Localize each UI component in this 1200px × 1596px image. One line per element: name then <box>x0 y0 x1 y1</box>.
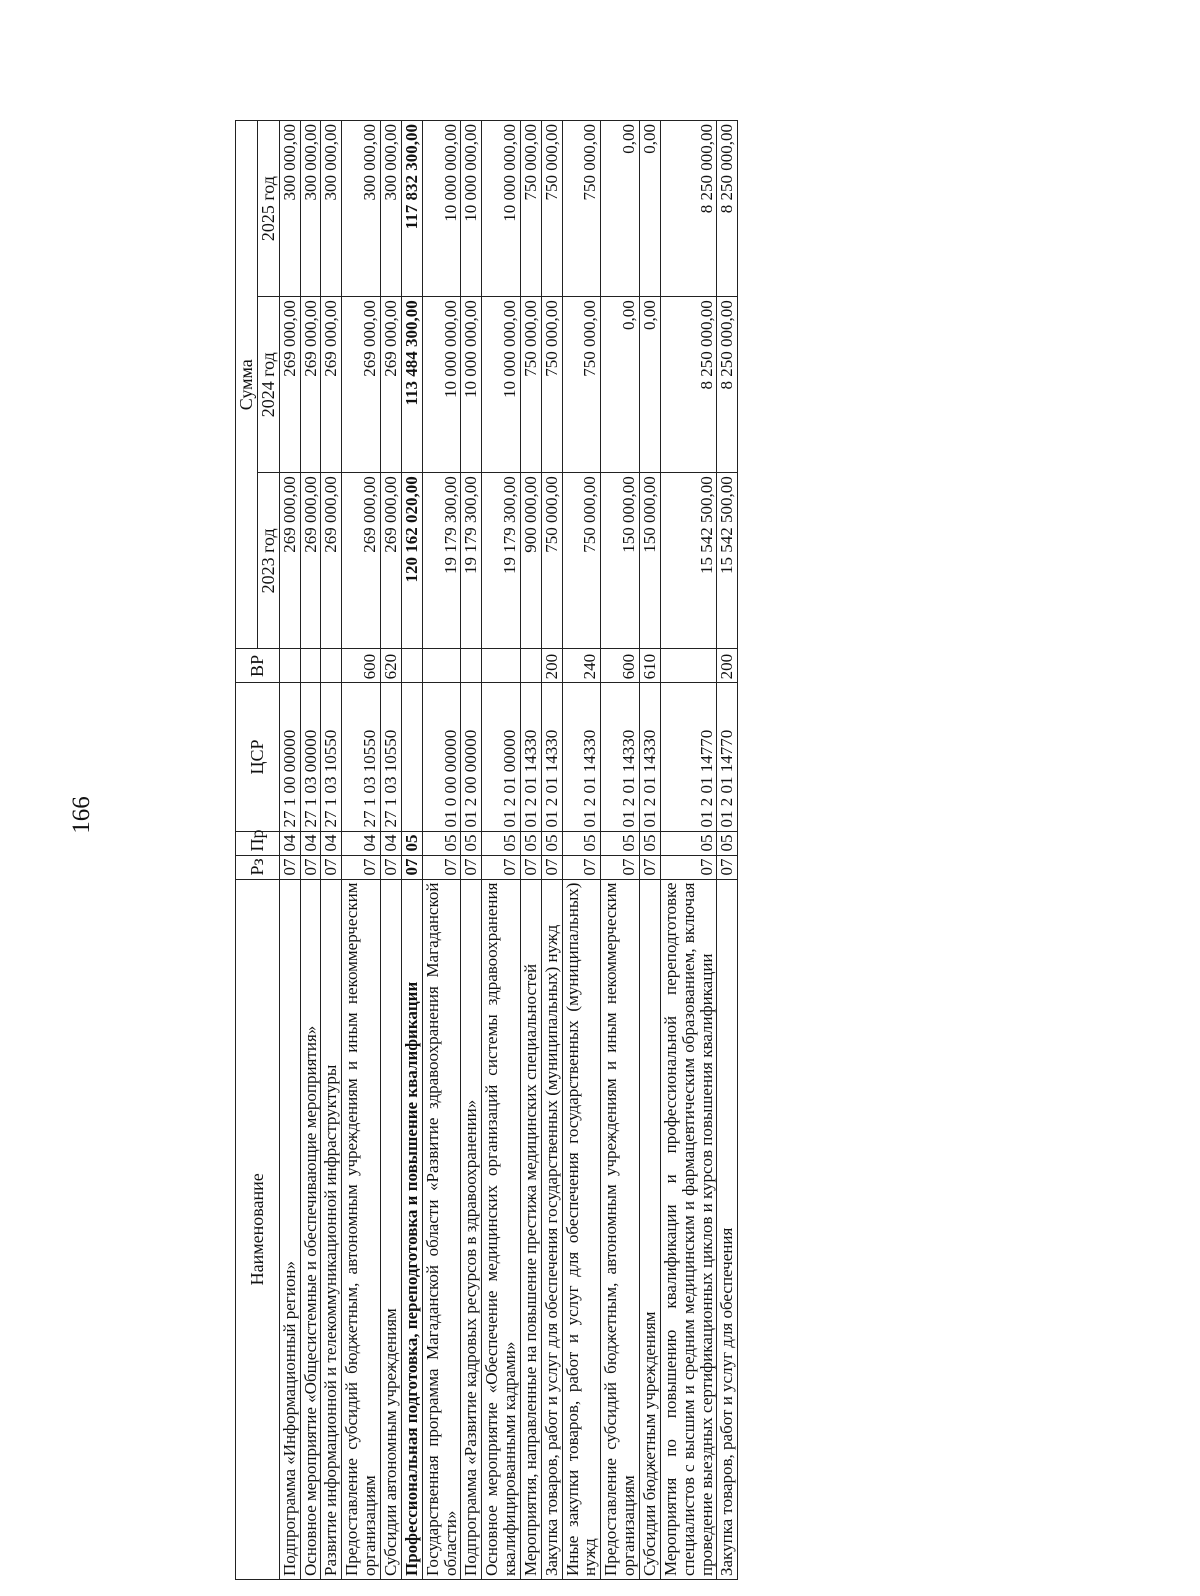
row-rz: 07 <box>279 855 300 879</box>
row-csr: 01 2 01 14770 <box>660 683 717 831</box>
row-pr: 05 <box>639 831 660 855</box>
row-sum-2023: 750 000,00 <box>562 473 601 649</box>
row-rz: 07 <box>639 855 660 879</box>
row-name: Профессиональная подготовка, переподготовка и повышение квалификации <box>401 879 422 1579</box>
row-rz: 07 <box>541 855 562 879</box>
row-vr <box>482 649 521 683</box>
row-vr: 600 <box>601 649 640 683</box>
row-name: Закупка товаров, работ и услуг для обеспечения государственных (муниципальных) нужд <box>541 879 562 1579</box>
row-sum-2024: 10 000 000,00 <box>482 297 521 473</box>
row-sum-2025: 10 000 000,00 <box>461 121 482 297</box>
row-sum-2023: 120 162 020,00 <box>401 473 422 649</box>
row-sum-2024: 269 000,00 <box>279 297 300 473</box>
row-sum-2023: 269 000,00 <box>342 473 381 649</box>
row-csr <box>401 683 422 831</box>
header-csr: ЦСР <box>236 683 280 831</box>
table-row <box>520 121 541 1580</box>
row-sum-2025: 300 000,00 <box>279 121 300 297</box>
row-rz: 07 <box>401 855 422 879</box>
row-csr: 01 2 01 14770 <box>717 683 738 831</box>
row-name: Субсидии автономным учреждениям <box>381 879 402 1579</box>
row-vr <box>520 649 541 683</box>
header-vr: ВР <box>236 649 280 683</box>
row-pr: 05 <box>520 831 541 855</box>
row-rz: 07 <box>381 855 402 879</box>
row-csr: 27 1 00 00000 <box>279 683 300 831</box>
row-sum-2025: 750 000,00 <box>520 121 541 297</box>
row-vr: 600 <box>342 649 381 683</box>
row-name: Закупка товаров, работ и услуг для обеспечения <box>717 879 738 1579</box>
row-pr: 05 <box>422 831 461 855</box>
row-csr: 01 2 01 14330 <box>639 683 660 831</box>
header-rz: Рз <box>236 855 280 879</box>
row-pr: 04 <box>300 831 321 855</box>
row-pr: 04 <box>279 831 300 855</box>
row-sum-2023: 269 000,00 <box>300 473 321 649</box>
row-pr: 04 <box>321 831 342 855</box>
row-name: Мероприятия, направленные на повышение престижа медицинских специальностей <box>520 879 541 1579</box>
row-name: Подпрограмма «Информационный регион» <box>279 879 300 1579</box>
row-rz: 07 <box>300 855 321 879</box>
row-sum-2025: 0,00 <box>601 121 640 297</box>
row-sum-2023: 750 000,00 <box>541 473 562 649</box>
table-row <box>601 121 640 1580</box>
row-sum-2024: 750 000,00 <box>541 297 562 473</box>
row-sum-2025: 750 000,00 <box>541 121 562 297</box>
table-row <box>461 121 482 1580</box>
row-sum-2024: 269 000,00 <box>342 297 381 473</box>
table-row <box>321 121 342 1580</box>
row-name: Мероприятия по повышению квалификации и профессиональной переподготовке специалистов с высшим и средним медицинским и фармацевтическим образованием, включая проведение выездных сертификационных циклов и курсов повышения квалификации <box>660 879 717 1579</box>
row-sum-2023: 15 542 500,00 <box>660 473 717 649</box>
row-rz: 07 <box>660 855 717 879</box>
table-row <box>342 121 381 1580</box>
row-vr <box>279 649 300 683</box>
row-pr: 05 <box>562 831 601 855</box>
row-sum-2024: 269 000,00 <box>321 297 342 473</box>
row-vr <box>300 649 321 683</box>
row-sum-2025: 8 250 000,00 <box>717 121 738 297</box>
row-rz: 07 <box>562 855 601 879</box>
row-pr: 05 <box>482 831 521 855</box>
row-csr: 01 2 01 14330 <box>562 683 601 831</box>
row-sum-2024: 10 000 000,00 <box>461 297 482 473</box>
row-vr: 200 <box>717 649 738 683</box>
row-name: Подпрограмма «Развитие кадровых ресурсов в здравоохранении» <box>461 879 482 1579</box>
row-vr <box>422 649 461 683</box>
row-sum-2025: 117 832 300,00 <box>401 121 422 297</box>
row-sum-2025: 300 000,00 <box>381 121 402 297</box>
row-csr: 01 2 01 00000 <box>482 683 521 831</box>
header-name: Наименование <box>236 879 280 1579</box>
row-vr <box>401 649 422 683</box>
table-row <box>660 121 717 1580</box>
budget-table <box>235 120 738 1580</box>
row-sum-2025: 300 000,00 <box>300 121 321 297</box>
table-row <box>422 121 461 1580</box>
row-sum-2023: 15 542 500,00 <box>717 473 738 649</box>
row-rz: 07 <box>342 855 381 879</box>
row-sum-2024: 750 000,00 <box>562 297 601 473</box>
row-csr: 01 2 01 14330 <box>541 683 562 831</box>
row-vr: 620 <box>381 649 402 683</box>
row-sum-2024: 10 000 000,00 <box>422 297 461 473</box>
header-year-2024: 2024 год <box>257 297 279 473</box>
row-sum-2023: 19 179 300,00 <box>461 473 482 649</box>
row-vr <box>660 649 717 683</box>
row-csr: 27 1 03 10550 <box>321 683 342 831</box>
row-vr <box>321 649 342 683</box>
row-sum-2024: 0,00 <box>639 297 660 473</box>
row-sum-2024: 269 000,00 <box>381 297 402 473</box>
row-vr <box>461 649 482 683</box>
row-sum-2024: 8 250 000,00 <box>717 297 738 473</box>
header-pr: Пр <box>236 831 280 855</box>
row-sum-2025: 750 000,00 <box>562 121 601 297</box>
page-number: 166 <box>68 796 95 834</box>
row-name: Основное мероприятие «Обеспечение медицинских организаций системы здравоохранения квалифицированными кадрами» <box>482 879 521 1579</box>
row-rz: 07 <box>461 855 482 879</box>
row-csr: 01 2 00 00000 <box>461 683 482 831</box>
row-name: Основное мероприятие «Общесистемные и обеспечивающие мероприятия» <box>300 879 321 1579</box>
row-name: Иные закупки товаров, работ и услуг для обеспечения государственных (муниципальных) нужд <box>562 879 601 1579</box>
row-rz: 07 <box>482 855 521 879</box>
row-rz: 07 <box>717 855 738 879</box>
row-csr: 01 2 01 14330 <box>520 683 541 831</box>
row-sum-2024: 750 000,00 <box>520 297 541 473</box>
header-year-2023: 2023 год <box>257 473 279 649</box>
row-name: Предоставление субсидий бюджетным, автономным учреждениям и иным некоммерческим организациям <box>601 879 640 1579</box>
row-sum-2023: 150 000,00 <box>639 473 660 649</box>
row-vr: 610 <box>639 649 660 683</box>
table-row <box>279 121 300 1580</box>
row-rz: 07 <box>520 855 541 879</box>
row-sum-2024: 0,00 <box>601 297 640 473</box>
row-sum-2023: 150 000,00 <box>601 473 640 649</box>
row-pr: 05 <box>401 831 422 855</box>
row-sum-2024: 113 484 300,00 <box>401 297 422 473</box>
row-pr: 05 <box>461 831 482 855</box>
header-sum: Сумма <box>236 121 258 649</box>
rotated-page <box>235 120 1100 1580</box>
table-row <box>482 121 521 1580</box>
row-rz: 07 <box>601 855 640 879</box>
table-row <box>541 121 562 1580</box>
header-year-2025: 2025 год <box>257 121 279 297</box>
row-pr: 04 <box>342 831 381 855</box>
table-row <box>381 121 402 1580</box>
row-pr: 05 <box>541 831 562 855</box>
row-pr: 05 <box>601 831 640 855</box>
row-csr: 27 1 03 10550 <box>342 683 381 831</box>
row-sum-2023: 269 000,00 <box>321 473 342 649</box>
row-sum-2024: 269 000,00 <box>300 297 321 473</box>
row-sum-2023: 19 179 300,00 <box>482 473 521 649</box>
row-csr: 01 2 01 14330 <box>601 683 640 831</box>
table-row <box>639 121 660 1580</box>
row-pr: 05 <box>660 831 717 855</box>
row-rz: 07 <box>422 855 461 879</box>
row-name: Субсидии бюджетным учреждениям <box>639 879 660 1579</box>
row-name: Предоставление субсидий бюджетным, автономным учреждениям и иным некоммерческим организациям <box>342 879 381 1579</box>
table-row <box>401 121 422 1580</box>
row-sum-2025: 300 000,00 <box>321 121 342 297</box>
row-csr: 27 1 03 10550 <box>381 683 402 831</box>
row-sum-2024: 8 250 000,00 <box>660 297 717 473</box>
row-pr: 04 <box>381 831 402 855</box>
row-sum-2025: 10 000 000,00 <box>422 121 461 297</box>
row-sum-2023: 19 179 300,00 <box>422 473 461 649</box>
table-row <box>562 121 601 1580</box>
row-sum-2023: 900 000,00 <box>520 473 541 649</box>
table-row <box>300 121 321 1580</box>
row-vr: 240 <box>562 649 601 683</box>
row-pr: 05 <box>717 831 738 855</box>
row-csr: 27 1 03 00000 <box>300 683 321 831</box>
row-sum-2023: 269 000,00 <box>279 473 300 649</box>
row-vr: 200 <box>541 649 562 683</box>
table-row <box>717 121 738 1580</box>
row-sum-2025: 10 000 000,00 <box>482 121 521 297</box>
row-sum-2025: 0,00 <box>639 121 660 297</box>
row-name: Государственная программа Магаданской области «Развитие здравоохранения Магаданской области» <box>422 879 461 1579</box>
row-rz: 07 <box>321 855 342 879</box>
row-sum-2025: 300 000,00 <box>342 121 381 297</box>
row-sum-2025: 8 250 000,00 <box>660 121 717 297</box>
row-csr: 01 0 00 00000 <box>422 683 461 831</box>
row-sum-2023: 269 000,00 <box>381 473 402 649</box>
row-name: Развитие информационной и телекоммуникационной инфраструктуры <box>321 879 342 1579</box>
